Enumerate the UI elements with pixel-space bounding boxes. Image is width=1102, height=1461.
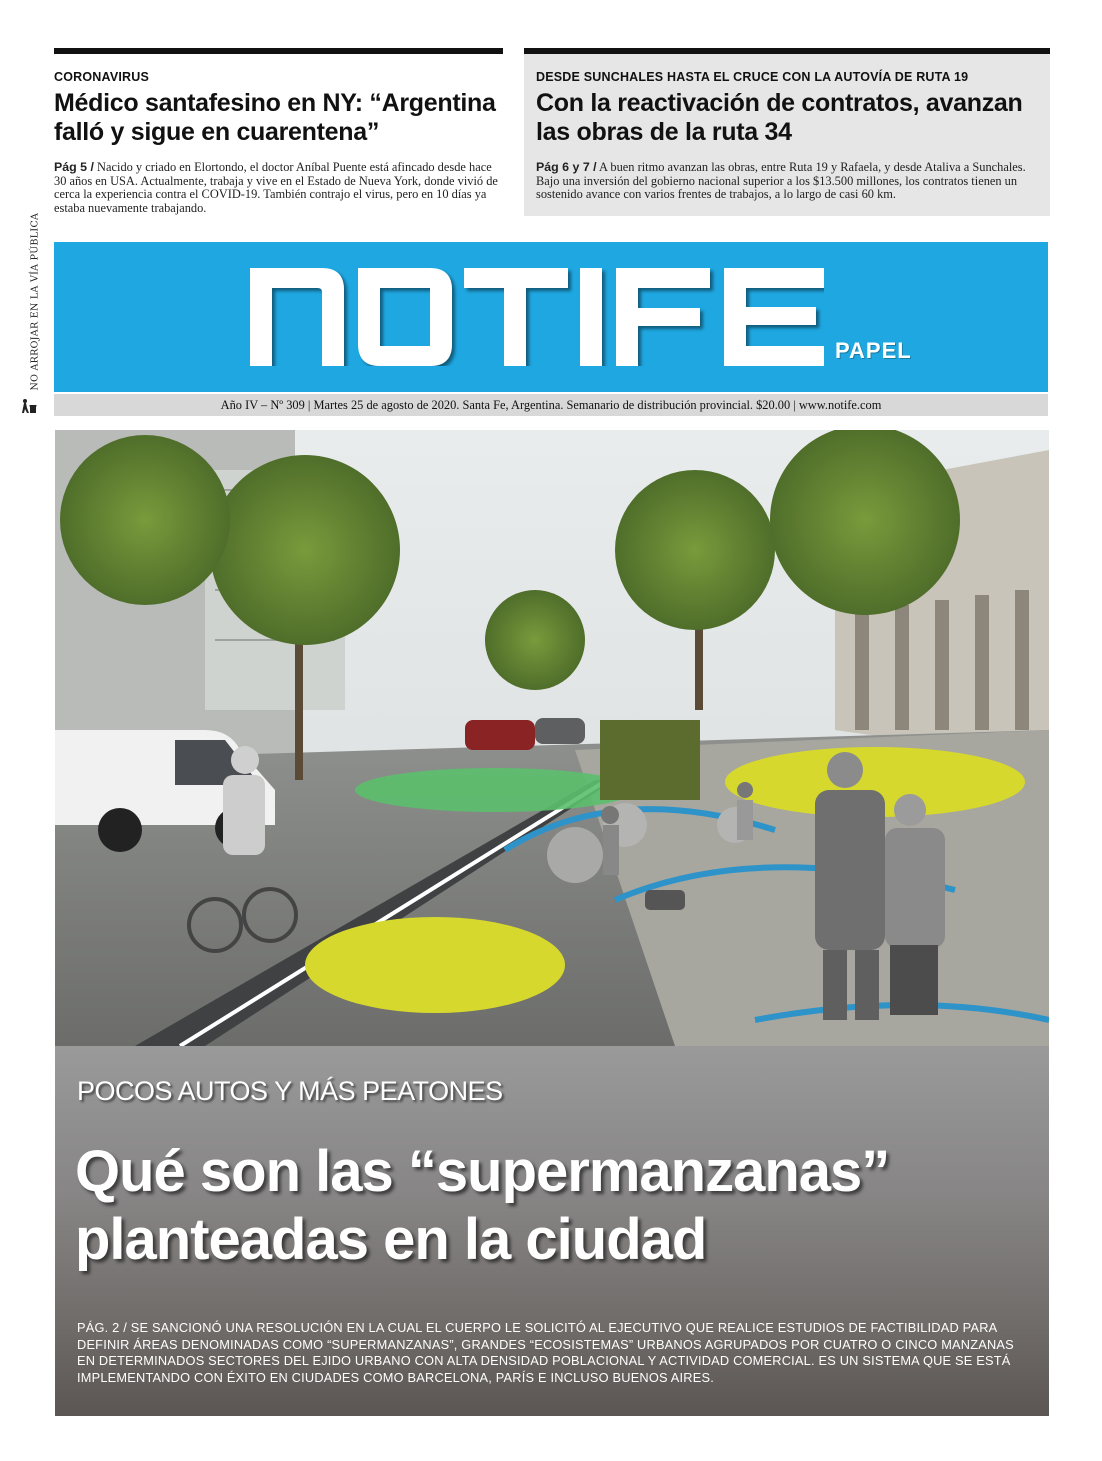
main-story-kicker: POCOS AUTOS Y MÁS PEATONES — [77, 1076, 503, 1106]
story-headline[interactable]: Médico santafesino en NY: “Argentina falló y sigue en cuarentena” — [54, 89, 496, 146]
page-ref: Pág 6 y 7 / — [536, 160, 597, 174]
lead-text: Nacido y criado en Elortondo, el doctor Aníbal Puente está afincado desde hace 30 años en USA. Actualmente, trabaja y vive en el Estado de Nueva York, donde vivió de cerca la experiencia contra el COVID-19. También contrajo el virus, pero en 10 días ya estaba nuevamente trabajando. — [54, 160, 498, 215]
dateline: Año IV – Nº 309 | Martes 25 de agosto de 2020. Santa Fe, Argentina. Semanario de distribución provincial. $20.00 | www.notife.com — [54, 394, 1048, 416]
cover-photo[interactable] — [55, 430, 1049, 1046]
main-story-panel — [55, 1046, 1049, 1416]
notife-logo[interactable] — [250, 268, 824, 366]
story-lead — [54, 161, 503, 215]
side-note — [22, 212, 41, 392]
story-ruta-34[interactable] — [524, 48, 1050, 216]
masthead — [54, 242, 1048, 392]
main-story-body: PÁG. 2 / SE SANCIONÓ UNA RESOLUCIÓN EN LA CUAL EL CUERPO LE SOLICITÓ AL EJECUTIVO QUE REALICE ESTUDIOS DE FACTIBILIDAD PARA DEFINIR ÁREAS DENOMINADAS COMO “SUPERMANZANAS”, GRANDES “ECOSISTEMAS” URBANOS AGRUPADOS POR CUATRO O CINCO MANZANAS EN DETERMINADOS SECTORES DEL EJIDO URBANO CON ALTA DENSIDAD POBLACIONAL Y ACTIVIDAD COMERCIAL. ES UN SISTEMA QUE SE ESTÁ IMPLEMENTANDO CON ÉXITO EN CIUDADES COMO BARCELONA, PARÍS E INCLUSO BUENOS AIRES. — [77, 1320, 1014, 1385]
story-kicker: DESDE SUNCHALES HASTA EL CRUCE CON LA AUTOVÍA DE RUTA 19 — [536, 70, 969, 84]
litter-bin-icon — [20, 398, 38, 414]
story-kicker: CORONAVIRUS — [54, 70, 150, 84]
main-story-headline[interactable]: Qué son las “supermanzanas” planteadas en la ciudad — [75, 1139, 890, 1272]
page-ref: Pág 5 / — [54, 160, 94, 174]
story-headline[interactable]: Con la reactivación de contratos, avanzan las obras de la ruta 34 — [536, 89, 1023, 146]
story-lead — [536, 161, 1038, 202]
edition-label: PAPEL — [835, 338, 912, 363]
story-coronavirus[interactable] — [54, 48, 503, 216]
lead-text: A buen ritmo avanzan las obras, entre Ruta 19 y Rafaela, y desde Ataliva a Sunchales. Bajo una inversión del gobierno nacional superior a los $13.500 millones, los contratos tienen un sostenido avance con varios frentes de trabajos, a lo largo de casi 60 km. — [536, 160, 1026, 202]
side-note-text: NO ARROJAR EN LA VÍA PÚBLICA — [29, 212, 41, 391]
